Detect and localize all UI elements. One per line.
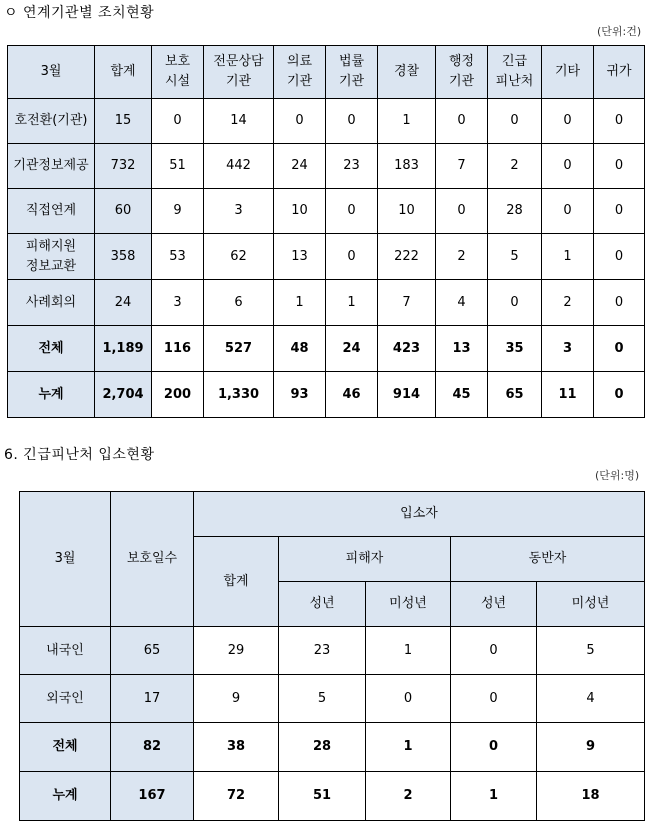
section1-title: ㅇ 연계기관별 조치현황 (4, 5, 155, 21)
table-cell: 24 (326, 326, 378, 372)
table-cell: 5 (537, 627, 645, 675)
table-cell: 0 (594, 189, 645, 234)
table-cell: 18 (537, 772, 645, 821)
table-header-row (20, 492, 645, 537)
table-cell: 24 (274, 144, 326, 189)
table-header-row (8, 46, 645, 99)
header-cell: 행정 기관 (436, 46, 488, 99)
table-row (8, 280, 645, 326)
table-cell: 183 (378, 144, 436, 189)
table-cell: 51 (279, 772, 366, 821)
row-label: 피해지원 정보교환 (8, 234, 95, 280)
table-cell: 9 (537, 723, 645, 772)
table-cell: 9 (194, 675, 279, 723)
table-cell: 0 (451, 723, 537, 772)
header-cell: 의료 기관 (274, 46, 326, 99)
table-cell: 423 (378, 326, 436, 372)
table-cell: 3 (542, 326, 594, 372)
header-month: 3월 (20, 492, 111, 627)
table-cell: 23 (326, 144, 378, 189)
table-cell: 2 (488, 144, 542, 189)
table-cell: 0 (594, 280, 645, 326)
table-cell: 7 (436, 144, 488, 189)
row-label: 누계 (8, 372, 95, 418)
table-cell: 0 (326, 99, 378, 144)
table-cell: 0 (542, 144, 594, 189)
agency-action-table (7, 45, 645, 418)
table-cell: 10 (274, 189, 326, 234)
table-cell: 222 (378, 234, 436, 280)
days-cell: 17 (111, 675, 194, 723)
header-entrants: 입소자 (194, 492, 645, 537)
header-cell: 합계 (95, 46, 152, 99)
table-cell: 23 (279, 627, 366, 675)
header-cell: 3월 (8, 46, 95, 99)
table-cell: 28 (279, 723, 366, 772)
table-cell: 0 (152, 99, 204, 144)
table-cell: 93 (274, 372, 326, 418)
table-cell: 3 (204, 189, 274, 234)
table-cell: 0 (436, 189, 488, 234)
table-cell: 45 (436, 372, 488, 418)
table-cell: 13 (436, 326, 488, 372)
table-cell: 1 (451, 772, 537, 821)
table-cell: 24 (95, 280, 152, 326)
header-cell: 기타 (542, 46, 594, 99)
table-cell: 732 (95, 144, 152, 189)
table-cell: 28 (488, 189, 542, 234)
table-cell: 65 (488, 372, 542, 418)
table-cell: 527 (204, 326, 274, 372)
header-companion-minor: 미성년 (537, 582, 645, 627)
table-row (8, 99, 645, 144)
table-cell: 0 (542, 99, 594, 144)
table-cell: 29 (194, 627, 279, 675)
table-cell: 1 (274, 280, 326, 326)
table-cell: 13 (274, 234, 326, 280)
table-cell: 0 (451, 675, 537, 723)
table-cell: 2 (436, 234, 488, 280)
table-cell: 14 (204, 99, 274, 144)
table-cell: 0 (366, 675, 451, 723)
table-cell: 2 (366, 772, 451, 821)
table-cell: 9 (152, 189, 204, 234)
table-cell: 358 (95, 234, 152, 280)
row-label: 호전환(기관) (8, 99, 95, 144)
table-cell: 5 (488, 234, 542, 280)
shelter-admission-table (19, 491, 645, 821)
table-cell: 0 (542, 189, 594, 234)
header-cell: 긴급 피난처 (488, 46, 542, 99)
days-cell: 167 (111, 772, 194, 821)
table-cell: 62 (204, 234, 274, 280)
table-cell: 1,189 (95, 326, 152, 372)
table-cell: 1 (378, 99, 436, 144)
table-cell: 11 (542, 372, 594, 418)
table-cell: 53 (152, 234, 204, 280)
table-cell: 2 (542, 280, 594, 326)
table-cell: 6 (204, 280, 274, 326)
table-cell: 3 (152, 280, 204, 326)
table-cell: 0 (594, 99, 645, 144)
table-cell: 2,704 (95, 372, 152, 418)
table-cell: 51 (152, 144, 204, 189)
row-label: 기관정보제공 (8, 144, 95, 189)
header-victim: 피해자 (279, 537, 451, 582)
table-cell: 0 (326, 234, 378, 280)
table-cell: 0 (594, 144, 645, 189)
table-cell: 10 (378, 189, 436, 234)
table-cell: 1 (366, 627, 451, 675)
table-cell: 15 (95, 99, 152, 144)
header-total: 합계 (194, 537, 279, 627)
table-row (8, 326, 645, 372)
table-cell: 442 (204, 144, 274, 189)
header-cell: 경찰 (378, 46, 436, 99)
table-cell: 1,330 (204, 372, 274, 418)
table-row (20, 675, 645, 723)
table-row (20, 772, 645, 821)
table-row (8, 144, 645, 189)
row-label: 누계 (20, 772, 111, 821)
table-row (8, 234, 645, 280)
table-row (20, 723, 645, 772)
days-cell: 65 (111, 627, 194, 675)
table-cell: 0 (488, 99, 542, 144)
table-cell: 4 (436, 280, 488, 326)
table-cell: 116 (152, 326, 204, 372)
header-cell: 보호 시설 (152, 46, 204, 99)
table-cell: 60 (95, 189, 152, 234)
table-cell: 38 (194, 723, 279, 772)
table-cell: 0 (594, 326, 645, 372)
row-label: 전체 (20, 723, 111, 772)
table-cell: 35 (488, 326, 542, 372)
table-cell: 0 (436, 99, 488, 144)
table-cell: 1 (542, 234, 594, 280)
table-cell: 200 (152, 372, 204, 418)
table-cell: 4 (537, 675, 645, 723)
table-cell: 0 (594, 372, 645, 418)
days-cell: 82 (111, 723, 194, 772)
header-victim-minor: 미성년 (366, 582, 451, 627)
table-cell: 46 (326, 372, 378, 418)
table-row (8, 189, 645, 234)
table-cell: 0 (326, 189, 378, 234)
row-label: 직접연계 (8, 189, 95, 234)
header-victim-adult: 성년 (279, 582, 366, 627)
table-cell: 0 (451, 627, 537, 675)
table-cell: 0 (274, 99, 326, 144)
table-cell: 48 (274, 326, 326, 372)
header-companion-adult: 성년 (451, 582, 537, 627)
row-label: 전체 (8, 326, 95, 372)
row-label: 외국인 (20, 675, 111, 723)
table-cell: 5 (279, 675, 366, 723)
row-label: 내국인 (20, 627, 111, 675)
header-cell: 전문상담 기관 (204, 46, 274, 99)
header-companion: 동반자 (451, 537, 645, 582)
table-cell: 0 (488, 280, 542, 326)
section1-unit: (단위:건) (597, 25, 642, 38)
table-row (20, 627, 645, 675)
table-cell: 7 (378, 280, 436, 326)
table-cell: 1 (326, 280, 378, 326)
table-cell: 1 (366, 723, 451, 772)
table-cell: 72 (194, 772, 279, 821)
header-cell: 법률 기관 (326, 46, 378, 99)
section2-title: 6. 긴급피난처 입소현황 (4, 447, 155, 463)
section2-unit: (단위:명) (595, 469, 640, 482)
row-label: 사례회의 (8, 280, 95, 326)
table-row (8, 372, 645, 418)
table-cell: 0 (594, 234, 645, 280)
table-cell: 914 (378, 372, 436, 418)
header-days: 보호일수 (111, 492, 194, 627)
header-cell: 귀가 (594, 46, 645, 99)
